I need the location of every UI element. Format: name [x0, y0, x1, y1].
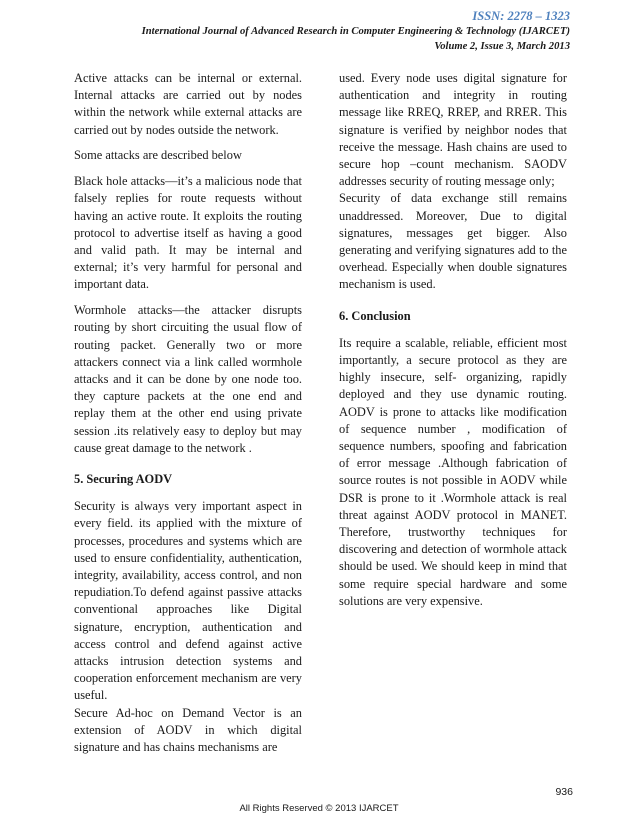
copyright-footer: All Rights Reserved © 2013 IJARCET [239, 803, 399, 814]
journal-title: International Journal of Advanced Research in Computer Engineering & Technology (IJARCET) [141, 26, 570, 37]
paragraph: Wormhole attacks—the attacker disrupts routing by short circuiting the usual flow of routing packet. Generally two or more attackers connect via a link called wormhole attacks and it can be done by one node too. they capture packets at the one end and replay them at the other end using private session .its relatively easy to deploy but may cause great damage to the network . [74, 303, 302, 455]
paragraph: Some attacks are described below [74, 148, 242, 163]
paragraph: Its require a scalable, reliable, efficient most importantly, a secure protocol as they are highly insecure, self- organizing, rapidly deployed and they use dynamic routing. AODV is prone to attacks like modification of sequence number , modification of sequence numbers, spoofing and fabrication of error message .Although fabrication of source routes is not possible in AODV while DSR is prone to it .Wormhole attack is real threat against AODV protocol in MANET. Therefore, trustworthy techniques for discovering and detection of wormhole attack should be used. We should keep in mind that some require special hardware and some solutions are very expensive. [339, 335, 567, 608]
page-number: 936 [555, 786, 573, 798]
section-heading: 6. Conclusion [339, 308, 411, 323]
paragraph: Security of data exchange still remains unaddressed. Moreover, Due to digital signatures, messages get bigger. Also generating and verifying signatures add to the overhead. Especially when double signatures mechanism is used. [339, 191, 567, 292]
paragraph: Secure Ad-hoc on Demand Vector is an extension of AODV in which digital signature and has chains mechanisms are [74, 705, 302, 755]
paragraph: Security is always very important aspect in every field. its applied with the mixture of processes, procedures and systems which are used to ensure confidentiality, authentication, integrity, availability, access control, and non repudiation.To defend against passive attacks conventional approaches like Digital signature, encryption, authentication and access control and defend against active attacks intrusion detection systems and cooperation enforcement mechanism are very useful. [74, 499, 302, 703]
paragraph: used. Every node uses digital signature for authentication and integrity in routing message like RREQ, RREP, and RRER. This signature is verified by neighbor nodes that receive the message. Hash chains are used to secure hop –count mechanism. SAODV addresses security of routing message only; [339, 71, 567, 189]
right-column [339, 70, 567, 619]
left-column [74, 70, 302, 765]
journal-header [50, 24, 570, 54]
section-heading: 5. Securing AODV [74, 472, 173, 487]
issn: ISSN: 2278 – 1323 [472, 9, 570, 23]
paragraph: Active attacks can be internal or external. Internal attacks are carried out by nodes within the network while external attacks are carried out by nodes outside the network. [74, 71, 302, 137]
paragraph: Black hole attacks—it’s a malicious node that falsely replies for route requests without having an active route. It exploits the routing protocol to advertise itself as having a good and valid path. It may be internal and external; it’s very harmful for personal and important data. [74, 174, 302, 292]
journal-volume: Volume 2, Issue 3, March 2013 [434, 41, 570, 52]
